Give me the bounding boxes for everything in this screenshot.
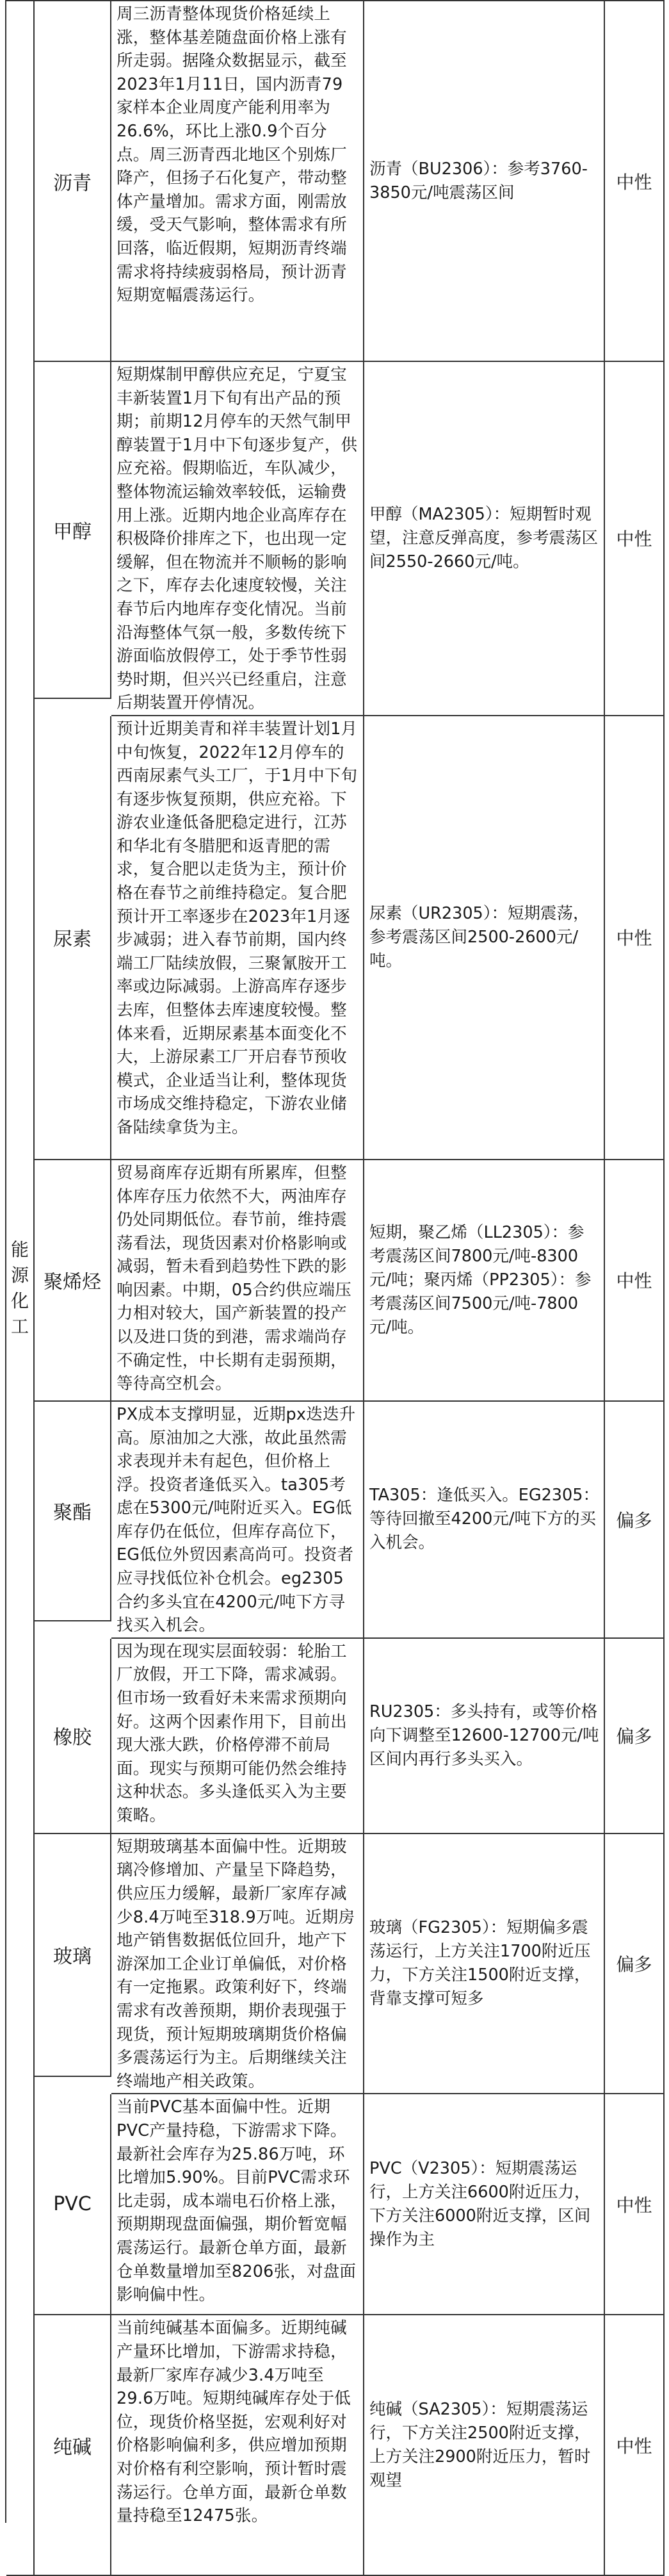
market-analysis: 短期玻璃基本面偏中性。近期玻璃冷修增加、产量呈下降趋势，供应压力缓解，最新厂家库存减少8.4万吨至318.9万吨。近期房地产销售数据低位回升，地产下游深加工企业订单偏低，对价格有一定拖累。政策利好下，终端需求有改善预期，期价表现强于现货，预计短期玻璃期货价格偏多震荡运行为主。后期继续关注终端地产相关政策。 [111,1834,364,2095]
strategy-advice: RU2305：多头持有，或等价格向下调整至12600-12700元/吨区间内再行多头买入。 [364,1639,605,1834]
strategy-advice: TA305：逢低买入。EG2305：等待回撤至4200元/吨下方的买入机会。 [364,1402,605,1639]
market-analysis: 贸易商库存近期有所累库，但整体库存压力依然不大，两油库存仍处同期低位。春节前，维持震荡看法，现货因素对价格影响或减弱，暂未看到趋势性下跌的影响因素。中期，05合约供应端压力相对较大，国产新装置的投产以及进口货的到港，需求端尚存不确定性，中长期有走弱预期，等待高空机会。 [111,1160,364,1402]
strategy-advice: PVC（V2305）：短期震荡运行，上方关注6600附近压力，下方关注6000附近支撑，区间操作为主 [364,2094,605,2315]
commodity-name: 甲醇 [35,362,111,699]
futures-view-table [5,0,665,2526]
commodity-name: 聚酯 [35,1402,111,1621]
market-analysis: 短期煤制甲醇供应充足，宁夏宝丰新装置1月下旬有出产品的预期；前期12月停车的天然气制甲醇装置于1月中下旬逐步复产，供应充裕。假期临近，车队减少，整体物流运输效率较低，运输费用上涨。近期内地企业高库存在积极降价排库之下，也出现一定缓解，但在物流并不顺畅的影响之下，库存去化速度较慢，关注春节后内地库存变化情况。当前沿海整体气氛一般，多数传统下游面临放假停工，处于季节性弱势时期，但兴兴已经重启，注意后期装置开停情况。 [111,362,364,716]
sector-label: 能源化工 [10,1238,29,1337]
market-analysis: 当前PVC基本面偏中性。近期PVC产量持稳，下游需求下降。最新社会库存为25.86万吨，环比增加5.90%。目前PVC需求环比走弱，成本端电石价格上涨，预期期现盘面偏强，期价暂宽幅震荡运行。最新仓单方面，最新仓单数量增加至8206张，对盘面影响偏中性。 [111,2094,364,2315]
commodity-name: 橡胶 [35,1639,111,1834]
commodity-name: 纯碱 [35,2315,111,2576]
market-analysis: PX成本支撑明显，近期px迭迭升高。原油加之大涨，故此虽然需求表现并未有起色，但价格上浮。投资者逢低买入。ta305考虑在5300元/吨附近买入。EG低库存仍在低位，但库存高位下，EG低位外贸因素高尚可。投资者应寻找低位补仓机会。eg2305合约多头宜在4200元/吨下方寻找买入机会。 [111,1402,364,1639]
view-rating: 中性 [605,362,665,716]
strategy-advice: 尿素（UR2305）：短期震荡，参考震荡区间2500-2600元/吨。 [364,716,605,1160]
strategy-advice: 纯碱（SA2305）：短期震荡运行，下方关注2500附近支撑，上方关注2900附近压力，暂时观望 [364,2315,605,2576]
commodity-name: 沥青 [35,1,111,362]
strategy-advice: 甲醇（MA2305）：短期暂时观望，注意反弹高度，参考震荡区间2550-2660元/吨。 [364,362,605,716]
view-rating: 中性 [605,2094,665,2315]
market-analysis: 当前纯碱基本面偏多。近期纯碱产量环比增加，下游需求持稳，最新厂家库存减少3.4万吨至29.6万吨。短期纯碱库存处于低位，现货价格坚挺，宏观利好对价格影响偏利多，供应增加预期对价格有利空影响，预计暂时震荡运行。仓单方面，最新仓单数量持稳至12475张。 [111,2315,364,2576]
market-analysis: 预计近期美青和祥丰装置计划1月中旬恢复，2022年12月停车的西南尿素气头工厂，于1月中下旬有逐步恢复预期，供应充裕。下游农业逢低备肥稳定进行，江苏和华北有冬腊肥和返青肥的需求，复合肥以走货为主，预计价格在春节之前维持稳定。复合肥预计开工率逐步在2023年1月逐步减弱；进入春节前期，国内终端工厂陆续放假，三聚氰胺开工率或边际减弱。上游高库存逐步去库，但整体去库速度较慢。整体来看，近期尿素基本面变化不大，上游尿素工厂开启春节预收模式，企业适当让利，整体现货市场成交维持稳定，下游农业储备陆续拿货为主。 [111,716,364,1160]
strategy-advice: 玻璃（FG2305）：短期偏多震荡运行，上方关注1700附近压力，下方关注1500附近支撑，背靠支撑可短多 [364,1834,605,2095]
view-rating: 偏多 [605,1639,665,1834]
commodity-name: PVC [35,2094,111,2315]
market-analysis: 周三沥青整体现货价格延续上涨，整体基差随盘面价格上涨有所走弱。据隆众数据显示，截至2023年1月11日，国内沥青79家样本企业周度产能利用率为26.6%，环比上涨0.9个百分点。周三沥青西北地区个别炼厂降产，但扬子石化复产，带动整体产量增加。需求方面，刚需放缓，受天气影响，整体需求有所回落，临近假期，短期沥青终端需求将持续疲弱格局，预计沥青短期宽幅震荡运行。 [111,1,364,362]
sector-cell [6,1,35,2576]
view-rating: 中性 [605,2315,665,2576]
view-rating: 中性 [605,716,665,1160]
commodity-name: 玻璃 [35,1834,111,2077]
market-analysis: 因为现在现实层面较弱：轮胎工厂放假，开工下降，需求减弱。但市场一致看好未来需求预期向好。这两个因素作用下，目前出现大涨大跌，价格停滞不前局面。现实与预期可能仍然会维持这种状态。多头逢低买入为主要策略。 [111,1639,364,1834]
strategy-advice: 沥青（BU2306）：参考3760-3850元/吨震荡区间 [364,1,605,362]
commodity-name: 尿素 [35,716,111,1160]
strategy-advice: 短期，聚乙烯（LL2305）：参考震荡区间7800元/吨-8300元/吨；聚丙烯（PP2305）：参考震荡区间7500元/吨-7800元/吨。 [364,1160,605,1402]
view-rating: 偏多 [605,1834,665,2095]
commodity-name: 聚烯烃 [35,1160,111,1402]
view-rating: 中性 [605,1,665,362]
view-rating: 中性 [605,1160,665,1402]
view-rating: 偏多 [605,1402,665,1639]
